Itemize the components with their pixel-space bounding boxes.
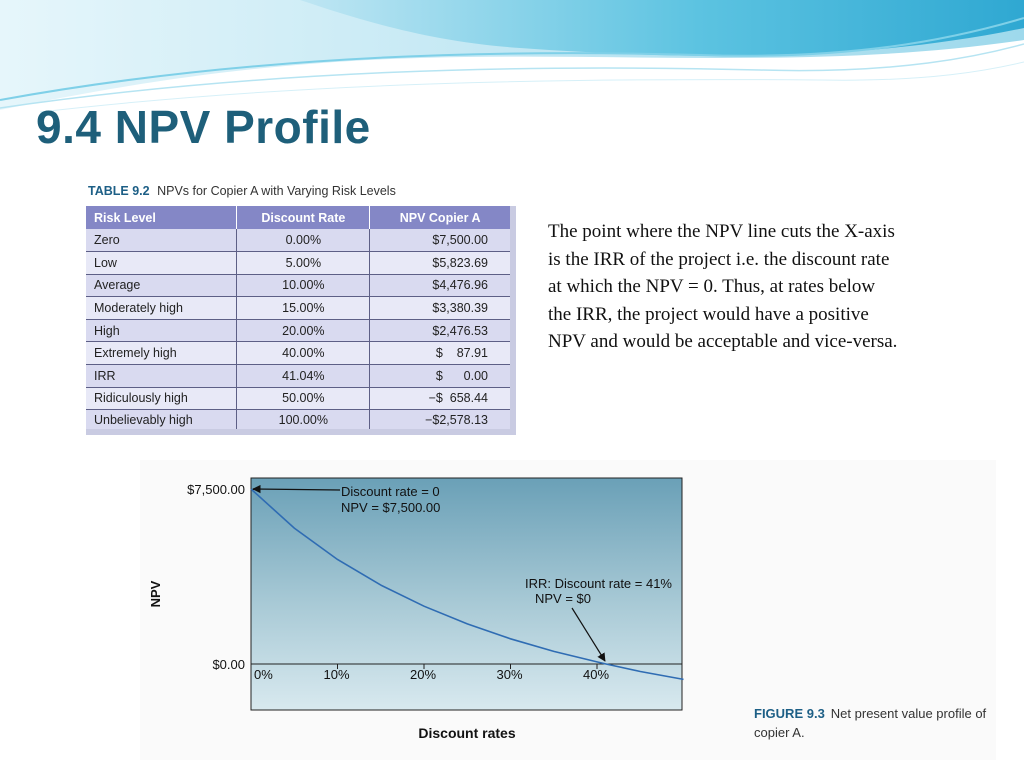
annotation-irr-line1: IRR: Discount rate = 41% — [524, 576, 672, 591]
table-row — [86, 410, 513, 433]
y-tick-label: $0.00 — [212, 657, 245, 672]
cell-discount-rate: 50.00% — [237, 387, 370, 410]
annotation-start-line2: NPV = $7,500.00 — [341, 500, 441, 515]
cell-discount-rate: 10.00% — [237, 274, 370, 297]
x-tick-label: 10% — [323, 667, 350, 682]
cell-discount-rate: 5.00% — [237, 252, 370, 275]
cell-npv: $ 0.00 — [370, 365, 513, 388]
slide-title: 9.4 NPV Profile — [36, 101, 371, 153]
cell-risk-level: IRR — [86, 365, 237, 388]
cell-discount-rate: 41.04% — [237, 365, 370, 388]
table-row — [86, 297, 513, 320]
table-row — [86, 252, 513, 275]
table-row — [86, 319, 513, 342]
table-caption-number: TABLE 9.2 — [88, 184, 150, 198]
cell-risk-level: Moderately high — [86, 297, 237, 320]
header-discount-rate: Discount Rate — [237, 206, 370, 229]
cell-discount-rate: 40.00% — [237, 342, 370, 365]
plot-area — [251, 478, 682, 710]
table-row — [86, 387, 513, 410]
figure-caption-number: FIGURE 9.3 — [754, 706, 825, 721]
cell-risk-level: Zero — [86, 229, 237, 252]
annotation-irr-line2: NPV = $0 — [534, 591, 591, 606]
table-caption-text: NPVs for Copier A with Varying Risk Levels — [157, 184, 396, 198]
cell-risk-level: Low — [86, 252, 237, 275]
table-row — [86, 229, 513, 252]
npv-table — [86, 206, 516, 435]
y-tick-label: $7,500.00 — [187, 482, 245, 497]
x-tick-label: 0% — [254, 667, 273, 682]
cell-risk-level: Average — [86, 274, 237, 297]
cell-npv: $2,476.53 — [370, 319, 513, 342]
explanation-text: The point where the NPV line cuts the X-axis is the IRR of the project i.e. the discount rate at which the NPV = 0. Thus, at rates below the IRR, the project would have a positive NPV and would be acceptable and vice-versa. — [548, 221, 898, 352]
figure-caption — [754, 704, 994, 742]
table-header-row — [86, 206, 513, 229]
table-row — [86, 342, 513, 365]
cell-npv: $4,476.96 — [370, 274, 513, 297]
cell-npv: $3,380.39 — [370, 297, 513, 320]
cell-discount-rate: 20.00% — [237, 319, 370, 342]
table-row — [86, 365, 513, 388]
cell-discount-rate: 100.00% — [237, 410, 370, 433]
npv-table-block — [86, 184, 522, 440]
header-npv-copier-a: NPV Copier A — [370, 206, 513, 229]
y-axis-label: NPV — [148, 580, 163, 608]
cell-npv: $7,500.00 — [370, 229, 513, 252]
cell-risk-level: Extremely high — [86, 342, 237, 365]
cell-npv: $ 87.91 — [370, 342, 513, 365]
cell-risk-level: High — [86, 319, 237, 342]
x-tick-label: 40% — [583, 667, 610, 682]
cell-npv: −$2,578.13 — [370, 410, 513, 433]
cell-npv: $5,823.69 — [370, 252, 513, 275]
cell-risk-level: Unbelievably high — [86, 410, 237, 433]
cell-discount-rate: 15.00% — [237, 297, 370, 320]
table-row — [86, 274, 513, 297]
figure-caption-text: Net present value profile of copier A. — [754, 706, 987, 740]
x-tick-label: 20% — [410, 667, 437, 682]
x-tick-label: 30% — [496, 667, 523, 682]
header-risk-level: Risk Level — [86, 206, 237, 229]
cell-discount-rate: 0.00% — [237, 229, 370, 252]
cell-risk-level: Ridiculously high — [86, 387, 237, 410]
table-caption — [88, 184, 396, 198]
x-axis-label: Discount rates — [418, 725, 516, 741]
cell-npv: −$ 658.44 — [370, 387, 513, 410]
header-waves — [0, 0, 1024, 115]
annotation-start-line1: Discount rate = 0 — [341, 484, 440, 499]
